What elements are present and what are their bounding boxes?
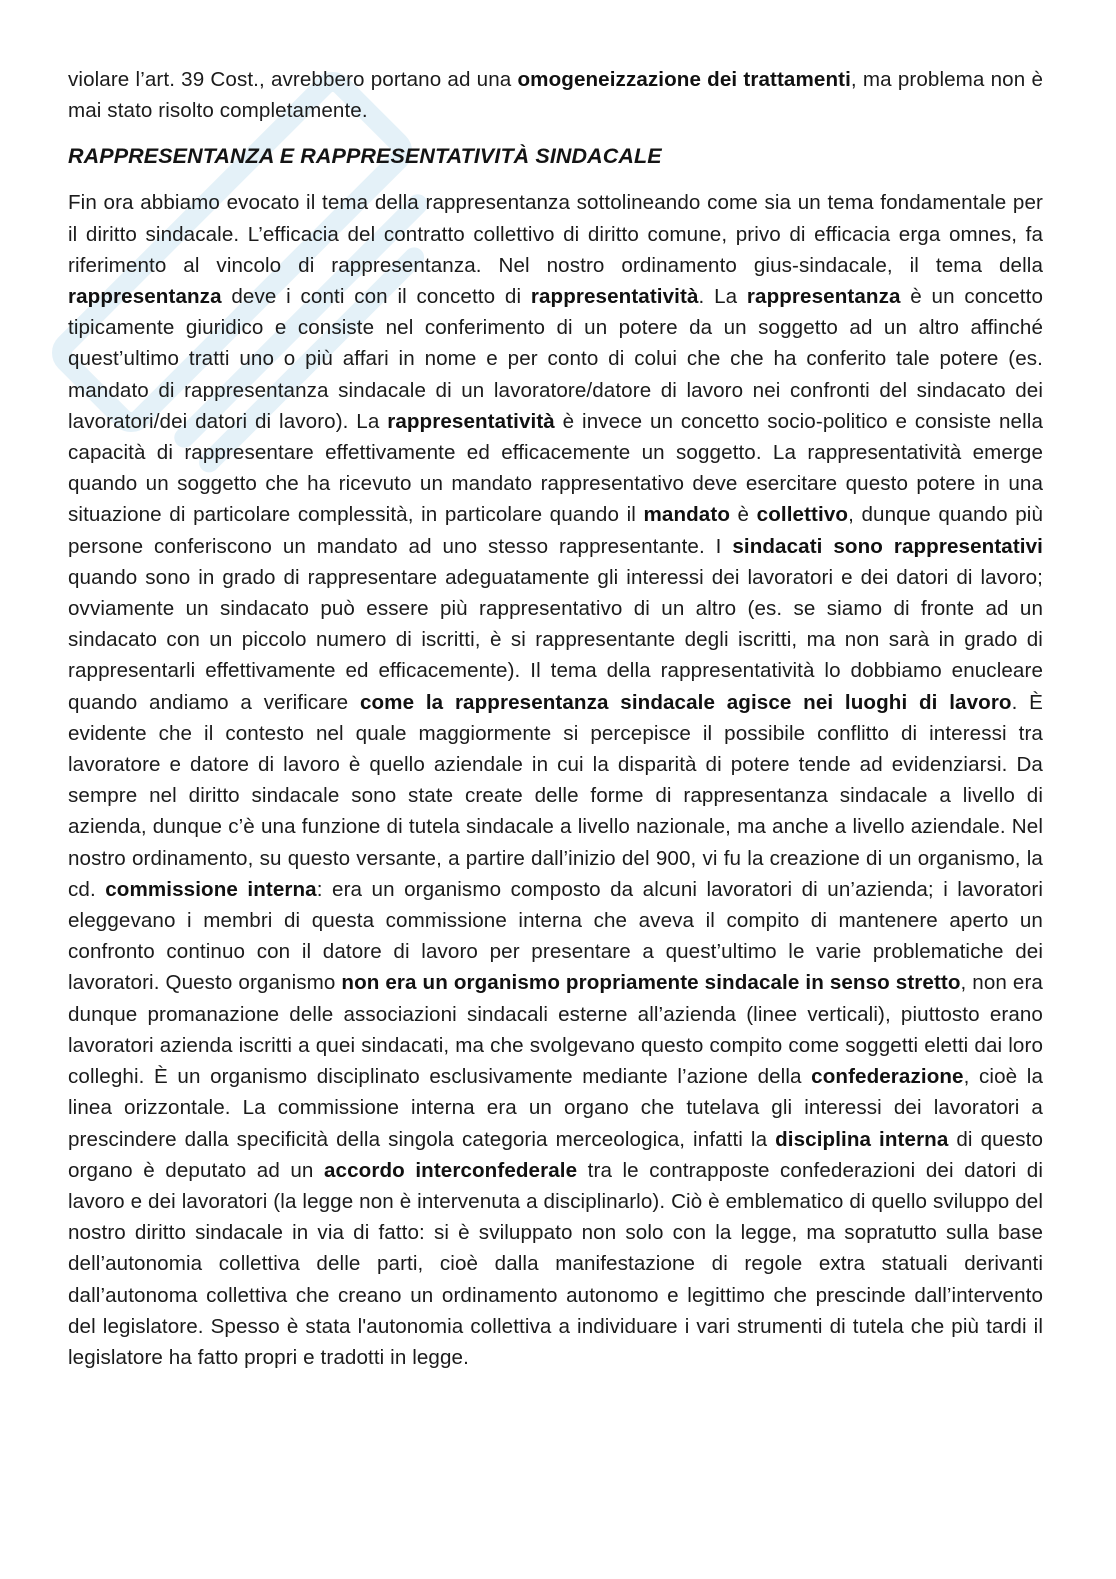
- text-run: di questo organo è deputato ad un: [68, 1127, 1043, 1182]
- bold-term: collettivo: [756, 503, 849, 527]
- text-run: , non era dunque promanazione delle associazioni sindacali esterne all’azienda (linee verticali), piuttosto erano lavoratori azienda iscritti a quei sindacati, ma che svolgevano questo compito come soggetti eletti dai loro colleghi. È un organismo disciplinato esclusivamente mediante l’azione della: [68, 971, 1043, 1089]
- text-run: , dunque quando più persone conferiscono un mandato ad uno stesso rappresentante. I: [68, 503, 1043, 558]
- text-run: , cioè la linea orizzontale. La commissione interna era un organo che tutelava gli interessi dei lavoratori a prescindere dalla specificità della singola categoria merceologica, infatti la: [68, 1065, 1043, 1151]
- bold-term: rappresentanza: [746, 285, 901, 309]
- bold-term: accordo interconfederale: [324, 1158, 578, 1182]
- text-run: tra le contrapposte confederazioni dei datori di lavoro e dei lavoratori (la legge non è intervenuta a disciplinarlo). Ciò è emblematico di quello sviluppo del nostro diritto sindacale in via di fatto: si è sviluppato non solo con la legge, ma sopratutto sulla base dell’autonomia collettiva delle parti, cioè dalla manifestazione di regole extra statuali derivanti dall’autonoma collettiva che creano un ordinamento autonomo e legittimo che prescinde dall’intervento del legislatore. Spesso è stata l'autonomia collettiva a individuare i vari strumenti di tutela che più tardi il legislatore ha fatto propri e tradotti in legge.: [68, 1158, 1044, 1369]
- intro-paragraph: [68, 64, 1043, 126]
- bold-term: commissione interna: [105, 877, 317, 901]
- text-run: violare l’art. 39 Cost., avrebbero portano ad una: [68, 68, 518, 91]
- bold-term: rappresentanza: [68, 285, 222, 309]
- bold-term: confederazione: [811, 1065, 964, 1089]
- text-run: quando sono in grado di rappresentare adeguatamente gli interessi dei lavoratori e dei datori di lavoro; ovviamente un sindacato può essere più rappresentativo di un altro (es. se siamo di fronte ad un sindacato con un piccolo numero di iscritti, è si rappresentante degli iscritti, ma non sarà in grado di rappresentarli effettivamente ed efficacemente). Il tema della rappresentatività lo dobbiamo enucleare quando andiamo a verificare: [68, 565, 1043, 714]
- bold-term: come la rappresentanza sindacale agisce nei luoghi di lavoro: [359, 690, 1012, 714]
- text-run: : era un organismo composto da alcuni lavoratori di un’azienda; i lavoratori eleggevano i membri di questa commissione interna che aveva il compito di mantenere aperto un confronto continuo con il datore di lavoro per presentare a quest’ultimo le varie problematiche dei lavoratori. Questo organismo: [68, 877, 1044, 995]
- text-run: , ma problema non è mai stato risolto completamente.: [68, 68, 1043, 123]
- section-heading: RAPPRESENTANZA E RAPPRESENTATIVITÀ SINDACALE: [68, 144, 662, 169]
- document-content: [68, 64, 1043, 1373]
- text-run: Fin ora abbiamo evocato il tema della rappresentanza sottolineando come sia un tema fondamentale per il diritto sindacale. L’efficacia del contratto collettivo di diritto comune, privo di efficacia erga omnes, fa riferimento al vincolo di rappresentanza. Nel nostro ordinamento gius-sindacale, il tema della: [68, 191, 1043, 277]
- bold-term: mandato: [643, 503, 730, 527]
- text-run: è invece un concetto socio-politico e consiste nella capacità di rappresentare effettivamente ed efficacemente un soggetto. La rappresentatività emerge quando un soggetto che ha ricevuto un mandato rappresentativo deve esercitare questo potere in una situazione di particolare complessità, in particolare quando il: [68, 409, 1044, 527]
- bold-term: omogeneizzazione dei trattamenti: [517, 68, 851, 91]
- bold-term: sindacati sono rappresentativi: [732, 534, 1043, 558]
- bold-term: rappresentatività: [530, 285, 699, 309]
- text-run: deve i conti con il concetto di: [221, 285, 531, 309]
- section-paragraph: [68, 187, 1043, 1373]
- text-run: è: [730, 503, 757, 527]
- bold-term: rappresentatività: [387, 409, 555, 433]
- text-run: . La: [698, 285, 747, 309]
- bold-term: disciplina interna: [775, 1127, 949, 1151]
- bold-term: non era un organismo propriamente sindacale in senso stretto: [341, 971, 961, 995]
- text-run: . È evidente che il contesto nel quale maggiormente si percepisce il possibile conflitto di interessi tra lavoratore e datore di lavoro è quello aziendale in cui la disparità di potere tende ad evidenziarsi. Da sempre nel diritto sindacale sono state create delle forme di rappresentanza sindacale a livello di azienda, dunque c’è una funzione di tutela sindacale a livello nazionale, ma anche a livello aziendale. Nel nostro ordinamento, su questo versante, a partire dall’inizio del 900, vi fu la creazione di un organismo, la cd.: [68, 690, 1043, 901]
- text-run: è un concetto tipicamente giuridico e consiste nel conferimento di un potere da un soggetto ad un altro affinché quest’ultimo tratti uno o più affari in nome e per conto di colui che che ha conferito tale potere (es. mandato di rappresentanza sindacale di un lavoratore/datore di lavoro nei confronti del sindacato dei lavoratori/dei datori di lavoro). La: [68, 285, 1043, 433]
